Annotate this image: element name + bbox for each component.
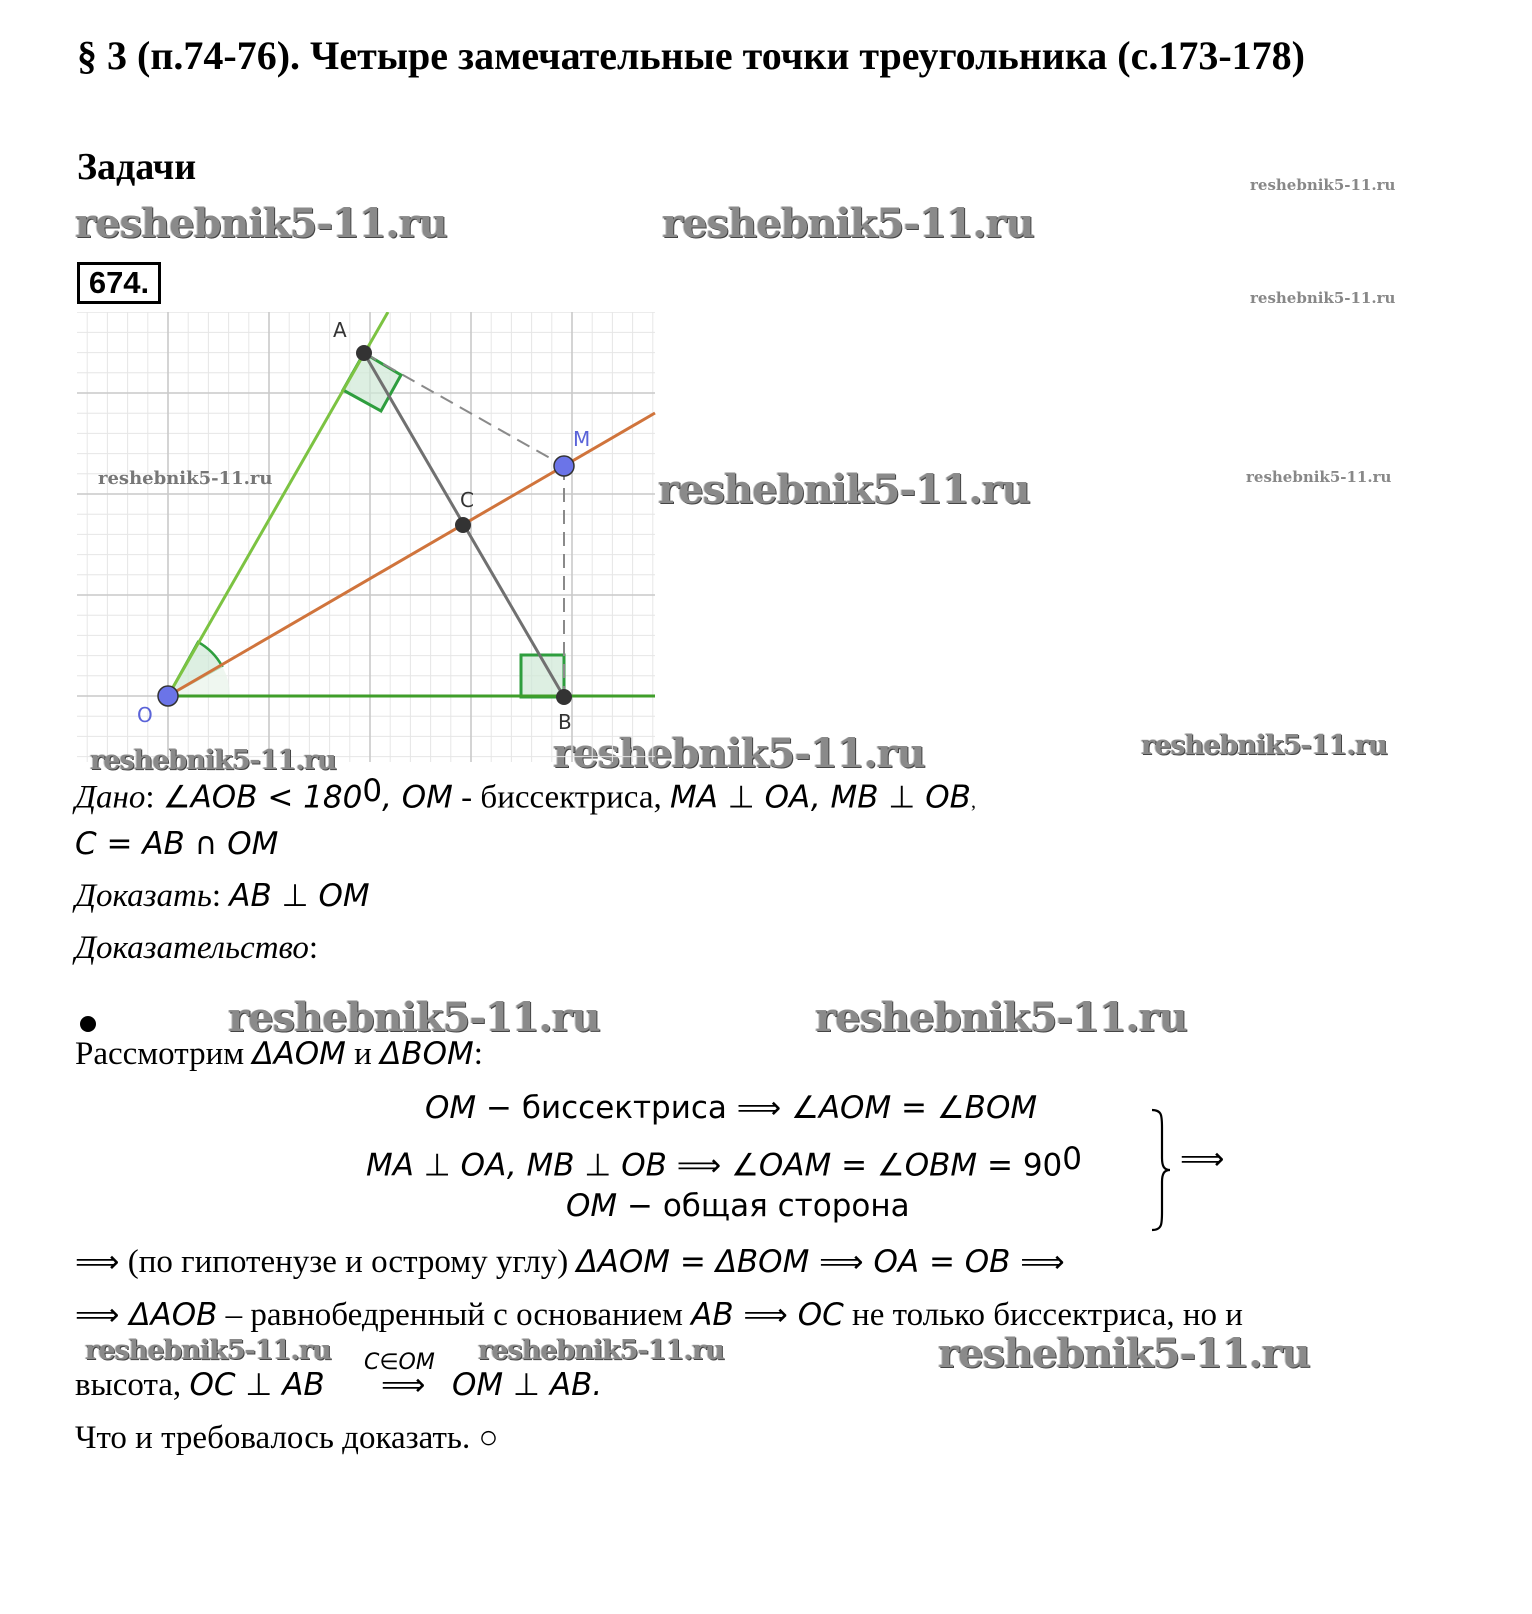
label-c: C — [460, 488, 474, 512]
system-l3-a: OM — [566, 1188, 618, 1224]
watermark: reshebnik5-11.ru — [85, 1335, 331, 1366]
line-b-math2: AB ⟹ OC — [691, 1297, 844, 1333]
line-a-text: (по гипотенузе и острому углу) — [119, 1244, 577, 1280]
proof-colon: : — [308, 930, 319, 966]
system-line-1 — [425, 1090, 1037, 1126]
system-l1-b: − биссектриса ⟹ — [476, 1090, 792, 1126]
watermark: reshebnik5-11.ru — [553, 730, 925, 777]
page-title: § 3 (п.74-76). Четыре замечательные точки треугольника (с.173-178) — [77, 33, 1305, 78]
watermark: reshebnik5-11.ru — [1250, 176, 1396, 194]
consider-tri1: ΔAOM — [252, 1036, 346, 1072]
given-om: , OM — [382, 779, 453, 816]
line-a-math: ΔAOM = ΔBOM ⟹ OA = OB ⟹ — [576, 1244, 1065, 1280]
proof-line-c — [75, 1367, 325, 1404]
proof-heading — [75, 930, 318, 967]
point-o — [158, 686, 178, 706]
system-implies: ⟹ — [1180, 1141, 1225, 1177]
given-line-2: C = AB ∩ OM — [75, 826, 279, 862]
ray-oa — [168, 312, 388, 696]
watermark: reshebnik5-11.ru — [98, 468, 273, 489]
line-b-text2: не только биссектриса, но и — [843, 1297, 1243, 1333]
watermark: reshebnik5-11.ru — [228, 994, 600, 1041]
proof-line-b — [75, 1297, 1243, 1334]
point-b — [556, 689, 572, 705]
system-l1-c: ∠AOM = ∠BOM — [791, 1090, 1038, 1126]
watermark: reshebnik5-11.ru — [1246, 468, 1392, 486]
given-line-1 — [75, 773, 976, 816]
watermark: reshebnik5-11.ru — [1250, 289, 1396, 307]
point-c — [455, 517, 471, 533]
consider-text: Рассмотрим — [75, 1036, 253, 1072]
line-c-text: высота, — [75, 1367, 190, 1403]
watermark: reshebnik5-11.ru — [662, 200, 1034, 247]
given-comma: , — [970, 790, 976, 813]
watermark: reshebnik5-11.ru — [815, 994, 1187, 1041]
line-a-arrow: ⟹ — [75, 1244, 120, 1280]
consider-and: и — [345, 1036, 381, 1072]
problem-number: 674. — [77, 262, 161, 304]
line-c-over: C∈OM — [364, 1350, 435, 1375]
line-c-math2: OM ⊥ AB. — [452, 1367, 603, 1403]
consider-tri2: ΔBOM — [380, 1036, 474, 1072]
dashed-am — [364, 353, 564, 466]
system-line-3 — [566, 1188, 910, 1224]
prove-line — [75, 878, 370, 915]
label-o: O — [137, 703, 153, 727]
watermark: reshebnik5-11.ru — [90, 745, 336, 776]
watermark: reshebnik5-11.ru — [75, 200, 447, 247]
system-l1-a: OM — [425, 1090, 477, 1126]
system-l2-a: MA ⊥ OA, MB ⊥ OB ⟹ ∠OAM = ∠OBM — [366, 1147, 978, 1184]
watermark: reshebnik5-11.ru — [658, 466, 1030, 513]
label-b: B — [558, 710, 572, 734]
given-degree: 0 — [362, 773, 383, 809]
system-line-2 — [366, 1141, 1082, 1183]
consider-colon: : — [473, 1036, 483, 1072]
label-m: M — [573, 427, 591, 451]
line-c-math1: OC ⊥ AB — [189, 1367, 325, 1403]
prove-label: Доказать — [75, 878, 212, 914]
given-label: Дано — [75, 779, 146, 816]
prove-statement: AB ⊥ OM — [229, 878, 370, 914]
watermark: reshebnik5-11.ru — [938, 1330, 1310, 1377]
watermark: reshebnik5-11.ru — [1141, 730, 1387, 761]
point-m — [554, 456, 574, 476]
system-l2-b: = 90 — [977, 1147, 1063, 1184]
line-b-math1: ⟹ ΔAOB — [75, 1297, 218, 1333]
system-l2-sup: 0 — [1062, 1141, 1083, 1177]
label-a: A — [333, 318, 347, 342]
bullet-icon — [80, 1016, 96, 1032]
watermark: reshebnik5-11.ru — [478, 1335, 724, 1366]
system-l3-b: − общая сторона — [617, 1188, 910, 1224]
proof-line-a — [75, 1244, 1065, 1281]
geometry-figure — [77, 312, 657, 767]
right-brace-icon — [1150, 1108, 1172, 1232]
section-title: Задачи — [77, 146, 197, 188]
line-c-arrow: ⟹ — [381, 1367, 426, 1403]
given-bisector-text: - биссектриса, — [452, 779, 670, 816]
given-perpendiculars: MA ⊥ OA, MB ⊥ OB — [669, 779, 971, 816]
prove-colon: : — [211, 878, 230, 914]
conclusion: Что и требовалось доказать. ○ — [75, 1420, 499, 1456]
point-a — [356, 345, 372, 361]
consider-line — [75, 1036, 483, 1073]
proof-label: Доказательство — [75, 930, 309, 966]
line-b-text1: – равнобедренный с основанием — [217, 1297, 692, 1333]
given-colon: : — [145, 779, 163, 816]
given-angle: ∠AOB < 180 — [162, 779, 363, 816]
